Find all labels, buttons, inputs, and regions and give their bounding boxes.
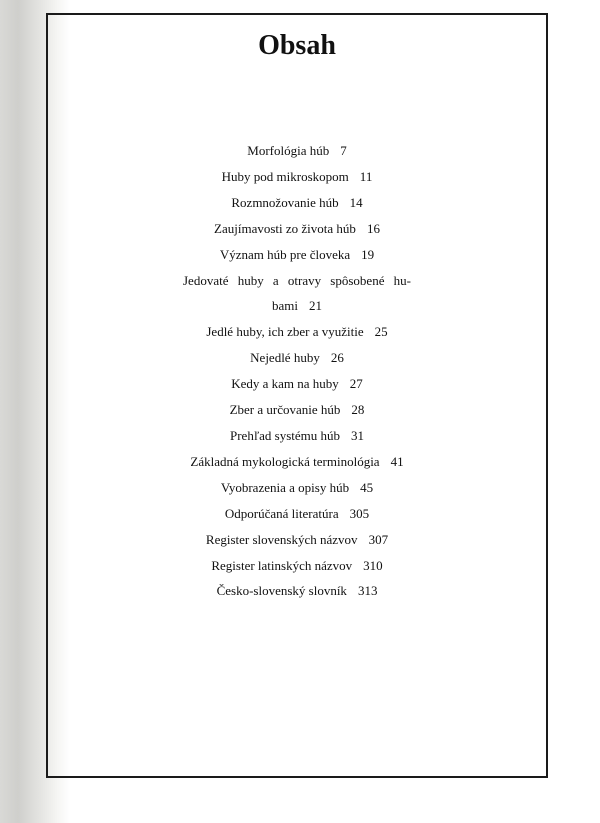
toc-entry-jedovate-line2 xyxy=(46,293,548,319)
toc-entry-rozmnozovanie xyxy=(46,190,548,216)
toc-entry-page-number: 11 xyxy=(359,168,373,184)
toc-entry-terminologia xyxy=(46,449,548,475)
table-of-contents xyxy=(46,138,548,604)
toc-entry-zaujimavosti xyxy=(46,216,548,242)
toc-entry-prehlad xyxy=(46,423,548,449)
toc-entry-page-number: 41 xyxy=(390,453,404,469)
toc-entry-kedy-kam xyxy=(46,371,548,397)
toc-entry-nejedle xyxy=(46,345,548,371)
toc-entry-jedle xyxy=(46,319,548,345)
toc-entry-vyobrazenia xyxy=(46,475,548,501)
toc-entry-label: Zber a určovanie húb xyxy=(229,402,341,418)
toc-entry-label: Význam húb pre človeka xyxy=(219,246,351,262)
toc-entry-label: bami xyxy=(272,298,298,314)
toc-entry-page-number: 310 xyxy=(363,557,383,573)
toc-entry-page-number: 25 xyxy=(374,324,388,340)
toc-entry-vyznam xyxy=(46,242,548,268)
toc-entry-page-number: 26 xyxy=(330,350,344,366)
toc-entry-label: Register slovenských názvov xyxy=(205,531,358,547)
toc-entry-page-number: 27 xyxy=(349,376,363,392)
page-title: Obsah xyxy=(258,30,336,61)
toc-entry-page-number: 14 xyxy=(349,194,363,210)
toc-entry-page-number: 45 xyxy=(360,479,374,495)
toc-entry-page-number: 28 xyxy=(351,402,365,418)
toc-entry-label: Nejedlé huby xyxy=(250,350,320,366)
toc-entry-page-number: 21 xyxy=(309,298,322,314)
toc-entry-label: Rozmnožovanie húb xyxy=(231,194,339,210)
toc-entry-slovnik xyxy=(46,578,548,604)
toc-entry-page-number: 7 xyxy=(340,143,347,158)
toc-entry-label: Huby pod mikroskopom xyxy=(221,168,349,184)
toc-entry-page-number: 313 xyxy=(357,583,378,599)
toc-entry-page-number: 305 xyxy=(349,505,370,521)
toc-entry-label: Česko-slovenský slovník xyxy=(216,583,347,599)
toc-entry-jedovate-line1: Jedovaté huby a otravy spôsobené hu- xyxy=(183,272,411,288)
toc-entry-mikroskop xyxy=(46,164,548,190)
toc-entry-label: Register latinských názvov xyxy=(211,557,353,573)
toc-entry-register-slovenskych xyxy=(46,527,548,553)
toc-entry-page-number: 16 xyxy=(366,220,380,236)
toc-entry-label: Prehľad systému húb xyxy=(230,427,340,443)
toc-entry-page-number: 19 xyxy=(361,246,375,262)
toc-entry-page-number: 31 xyxy=(351,427,364,443)
toc-entry-literatura xyxy=(46,501,548,527)
toc-entry-label: Zaujímavosti zo života húb xyxy=(214,220,356,236)
toc-entry-label: Odporúčaná literatúra xyxy=(224,505,339,521)
toc-entry-label: Kedy a kam na huby xyxy=(231,376,339,392)
toc-entry-label: Vyobrazenia a opisy húb xyxy=(220,479,350,495)
toc-entry-zber-urcovanie xyxy=(46,397,548,423)
toc-entry-label: Základná mykologická terminológia xyxy=(190,453,380,469)
toc-entry-morfologia xyxy=(46,138,548,164)
toc-entry-register-latinskych xyxy=(46,553,548,579)
toc-entry-label: Jedlé huby, ich zber a využitie xyxy=(206,324,364,340)
toc-entry-label: Morfológia húb xyxy=(247,143,330,158)
toc-entry-page-number: 307 xyxy=(368,531,389,547)
